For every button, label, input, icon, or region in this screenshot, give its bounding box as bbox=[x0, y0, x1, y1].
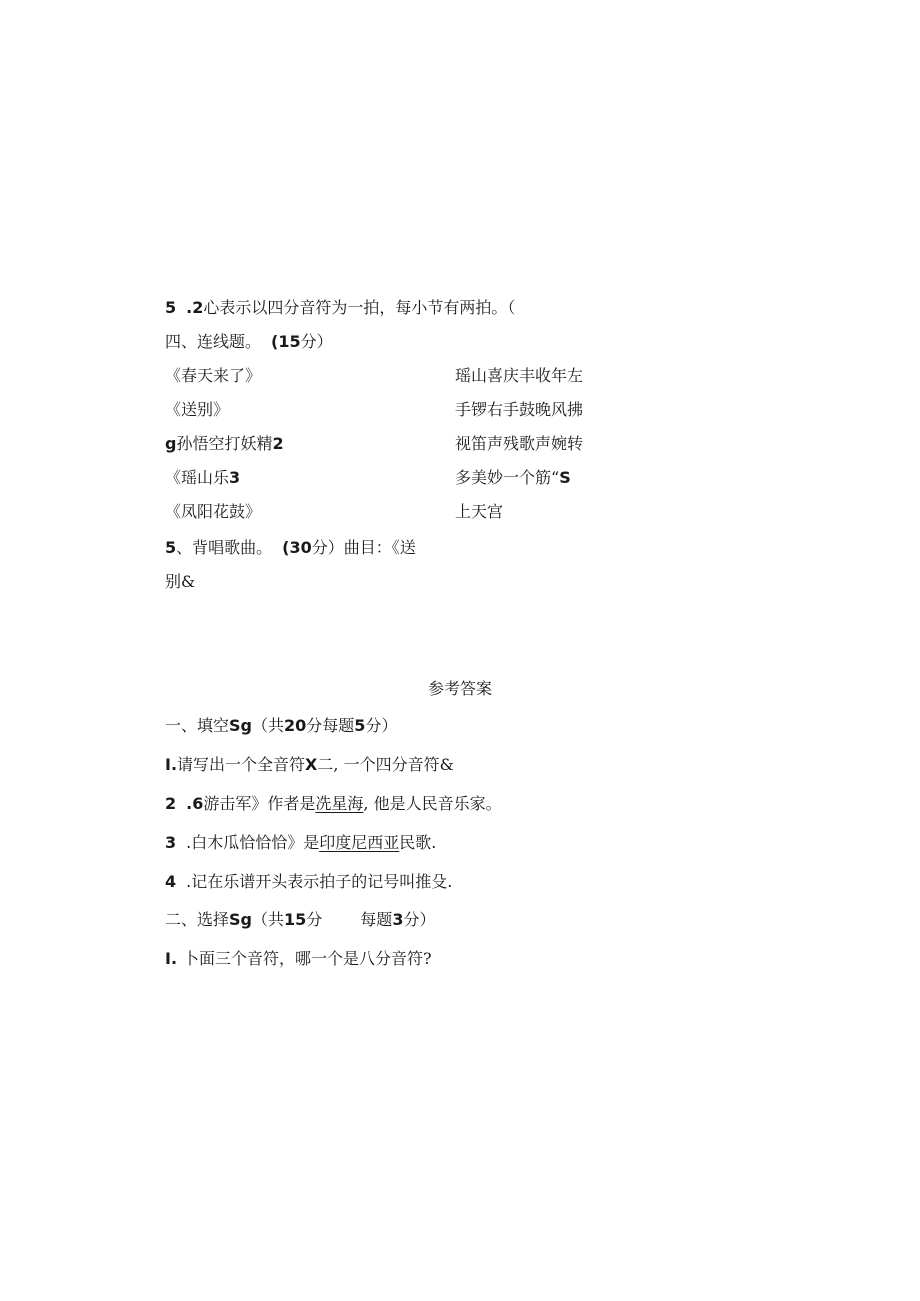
match-left-item bbox=[165, 400, 229, 420]
match-right-item bbox=[455, 502, 503, 522]
match-right-text: 手锣右手鼓晚风拂 bbox=[455, 400, 584, 419]
section-score: (15 bbox=[271, 332, 301, 351]
section-score: (30 bbox=[282, 538, 312, 557]
question-5 bbox=[165, 298, 515, 318]
section-continuation-text: 别& bbox=[165, 572, 196, 591]
answer-text: , 他是人民音乐家。 bbox=[363, 794, 502, 813]
match-left-item bbox=[165, 502, 261, 522]
section-title: 四、连线题。 bbox=[165, 332, 262, 351]
question-text: 心表示以四分音符为一拍，每小节有两拍。（ bbox=[203, 298, 516, 317]
match-right-item bbox=[455, 434, 583, 454]
match-right-text: 瑶山喜庆丰收年左 bbox=[455, 366, 584, 385]
section-text: 分 bbox=[306, 910, 323, 929]
section-tail: 分）曲目：《送 bbox=[311, 538, 416, 557]
answer-item-4 bbox=[165, 872, 452, 892]
match-right-item bbox=[455, 468, 571, 488]
answer-underlined: 冼星海 bbox=[315, 794, 364, 813]
section-total-score: 15 bbox=[284, 910, 307, 929]
section-each-score: 3 bbox=[392, 910, 404, 929]
section-mark: Sg bbox=[229, 910, 252, 929]
match-right-text: 视笛声残歌声婉转 bbox=[455, 434, 584, 453]
match-left-text: 《凤阳花鼓》 bbox=[165, 502, 262, 521]
section-total-score: 20 bbox=[284, 716, 307, 735]
answer-number: 2 bbox=[165, 794, 177, 813]
choice-item-1 bbox=[165, 949, 432, 969]
match-left-item bbox=[165, 434, 284, 454]
answer-text: .白木瓜恰恰恰》是 bbox=[186, 833, 320, 852]
section-text: 分） bbox=[365, 716, 398, 735]
match-left-prefix: g bbox=[165, 434, 177, 453]
match-left-item bbox=[165, 366, 261, 386]
answer-text: 请写出一个全音符 bbox=[177, 755, 306, 774]
match-right-mark: S bbox=[559, 468, 571, 487]
section-title: 、背唱歌曲。 bbox=[176, 538, 273, 557]
choice-number: I. bbox=[165, 949, 178, 968]
section-4-heading bbox=[165, 332, 333, 352]
answer-number: I. bbox=[165, 755, 178, 774]
answer-item-1 bbox=[165, 755, 454, 775]
answers-section-2-heading bbox=[165, 910, 435, 930]
section-each-score: 5 bbox=[354, 716, 366, 735]
answer-text: 民歌. bbox=[399, 833, 437, 852]
answer-text: 游击军》作者是 bbox=[203, 794, 316, 813]
answer-item-3 bbox=[165, 833, 436, 853]
section-text: 分） bbox=[403, 910, 436, 929]
match-left-text: 孙悟空打妖精 bbox=[176, 434, 273, 453]
question-subnumber: .2 bbox=[186, 298, 204, 317]
match-left-text: 《春天来了》 bbox=[165, 366, 262, 385]
match-left-item bbox=[165, 468, 240, 488]
answer-subnumber: .6 bbox=[186, 794, 204, 813]
answer-mark: X bbox=[305, 755, 318, 774]
section-title: 一、填空 bbox=[165, 716, 230, 735]
answer-number: 3 bbox=[165, 833, 177, 852]
answers-section-1-heading bbox=[165, 716, 397, 736]
match-right-item bbox=[455, 366, 583, 386]
match-right-item bbox=[455, 400, 583, 420]
answer-number: 4 bbox=[165, 872, 177, 891]
match-left-number: 2 bbox=[272, 434, 284, 453]
match-left-number: 3 bbox=[229, 468, 241, 487]
section-5-heading bbox=[165, 538, 416, 558]
section-text: 每题 bbox=[360, 910, 393, 929]
section-score-tail: 分） bbox=[300, 332, 333, 351]
answer-underlined: 印度尼西亚 bbox=[319, 833, 400, 852]
answer-text: .记在乐谱开头表示拍子的记号叫推殳. bbox=[186, 872, 453, 891]
section-text: （共 bbox=[252, 910, 285, 929]
section-text: 分每题 bbox=[306, 716, 355, 735]
answers-title: 参考答案 bbox=[427, 679, 492, 698]
section-number: 5 bbox=[165, 538, 177, 557]
match-left-text: 《送别》 bbox=[165, 400, 230, 419]
match-right-text: 上天宫 bbox=[455, 502, 504, 521]
section-mark: Sg bbox=[229, 716, 252, 735]
answer-text: 二, 一个四分音符& bbox=[317, 755, 454, 774]
match-left-text: 《瑶山乐 bbox=[165, 468, 230, 487]
match-right-text: 多美妙一个筋“ bbox=[455, 468, 560, 487]
question-number: 5 bbox=[165, 298, 177, 317]
section-title: 二、选择 bbox=[165, 910, 230, 929]
answer-item-2 bbox=[165, 794, 502, 814]
section-text: （共 bbox=[252, 716, 285, 735]
section-5-continuation bbox=[165, 572, 195, 592]
choice-text: 卜面三个音符，哪一个是八分音符? bbox=[183, 949, 432, 968]
